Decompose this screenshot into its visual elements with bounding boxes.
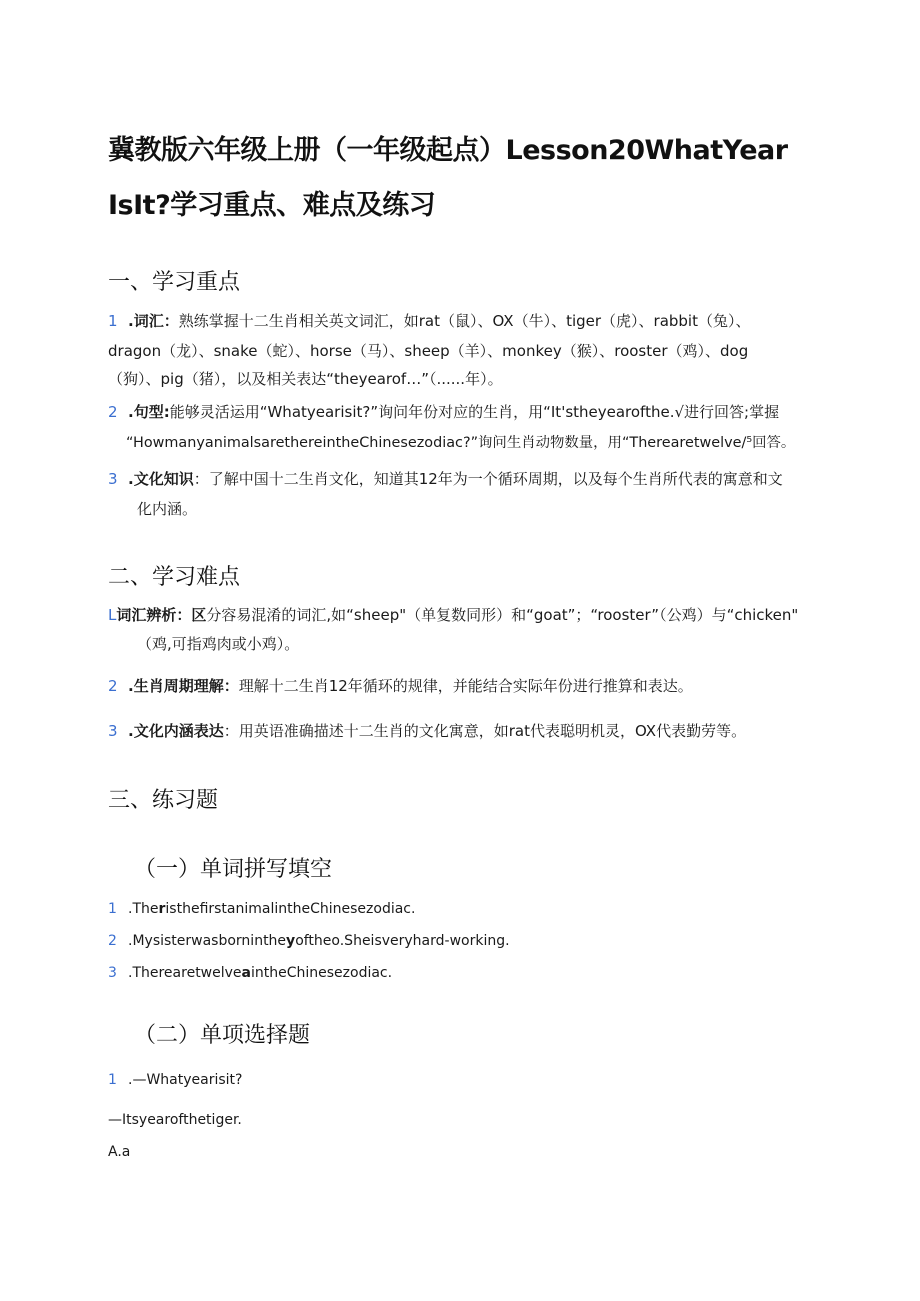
item-label: .句型: xyxy=(128,403,170,421)
list-number: 2 xyxy=(108,677,118,695)
question-text: .—Whatyearisit? xyxy=(128,1072,243,1088)
item-text: 熟练掌握十二生肖相关英文词汇，如rat（鼠）、OX（牛）、tiger（虎）、rabbit（兔）、 xyxy=(178,312,751,330)
difficulty-item-1-line-1 xyxy=(108,601,798,629)
blank-letter-hint: y xyxy=(286,933,296,949)
item-text: 能够灵活运用“Whatyearisit?”询问年份对应的生肖，用“It'stheyearofthe.√进行回答;掌握 xyxy=(169,403,780,421)
blank-letter-hint: r xyxy=(158,901,166,917)
item-label: .文化知识 xyxy=(128,470,194,488)
question-text-end: isthefirstanimalintheChinesezodiac. xyxy=(165,901,416,917)
list-number: 2 xyxy=(108,933,117,949)
spelling-question-1 xyxy=(108,895,415,923)
section-heading-key-points: 一、学习重点 xyxy=(108,270,241,295)
key-point-item-1-line-1 xyxy=(108,307,751,335)
section-heading-exercises: 三、练习题 xyxy=(108,788,219,813)
section-heading-difficulties: 二、学习难点 xyxy=(108,565,241,590)
item-label: .生肖周期理解： xyxy=(128,677,239,695)
list-number: 1 xyxy=(108,312,118,330)
question-text-start: .The xyxy=(128,901,159,917)
key-point-item-3-line-2: 化内涵。 xyxy=(137,500,198,518)
spelling-question-2 xyxy=(108,927,510,955)
subsection-heading-spelling: （一）单词拼写填空 xyxy=(134,857,333,882)
item-text: 分容易混淆的词汇,如“sheep"（单复数同形）和“goat”；“rooster”（公鸡）与“chicken" xyxy=(206,606,799,624)
choice-option-a: A.a xyxy=(108,1144,131,1160)
difficulty-item-3 xyxy=(108,717,746,745)
list-number: 3 xyxy=(108,470,118,488)
question-text-start: .Mysisterwasborninthe xyxy=(128,933,287,949)
item-text: 理解十二生肖12年循环的规律，并能结合实际年份进行推算和表达。 xyxy=(238,677,693,695)
question-text-end: intheChinesezodiac. xyxy=(250,965,393,981)
spelling-question-3 xyxy=(108,959,392,987)
blank-letter-hint: a xyxy=(241,965,251,981)
item-label: .词汇： xyxy=(128,312,179,330)
choice-question-1-line-1 xyxy=(108,1066,242,1094)
item-text: ：了解中国十二生肖文化，知道其12年为一个循环周期，以及每个生肖所代表的寓意和文 xyxy=(193,470,783,488)
key-point-item-2-line-1 xyxy=(108,398,779,426)
list-number: 3 xyxy=(108,965,117,981)
difficulty-item-1-line-2: （鸡,可指鸡肉或小鸡）。 xyxy=(137,635,300,653)
item-label: .文化内涵表达 xyxy=(128,722,224,740)
document-title-line-2: IsIt?学习重点、难点及练习 xyxy=(108,190,436,221)
list-number: L xyxy=(108,606,117,624)
question-text-end: oftheo.Sheisveryhard-working. xyxy=(295,933,510,949)
list-number: 3 xyxy=(108,722,118,740)
key-point-item-1-line-2: dragon（龙）、snake（蛇）、horse（马）、sheep（羊）、monkey（猴）、rooster（鸡）、dog xyxy=(108,342,749,360)
list-number: 1 xyxy=(108,901,117,917)
key-point-item-2-line-2: “HowmanyanimalsarethereintheChinesezodiac?”询问生肖动物数量，用“Therearetwelve/⁵回答。 xyxy=(126,435,796,451)
key-point-item-3-line-1 xyxy=(108,465,783,493)
key-point-item-1-line-3: （狗）、pig（猪），以及相关表达“theyearof…”（......年）。 xyxy=(108,370,503,388)
item-text: ：用英语准确描述十二生肖的文化寓意，如rat代表聪明机灵，OX代表勤劳等。 xyxy=(223,722,747,740)
difficulty-item-2 xyxy=(108,672,693,700)
choice-question-1-line-2: —Itsyearofthetiger. xyxy=(108,1112,242,1128)
list-number: 2 xyxy=(108,403,118,421)
item-label: 词汇辨析：区 xyxy=(116,606,207,624)
list-number: 1 xyxy=(108,1072,117,1088)
question-text-start: .Therearetwelve xyxy=(128,965,242,981)
subsection-heading-multiple-choice: （二）单项选择题 xyxy=(134,1023,311,1048)
document-title-line-1: 冀教版六年级上册（一年级起点）Lesson20WhatYear xyxy=(108,135,788,166)
